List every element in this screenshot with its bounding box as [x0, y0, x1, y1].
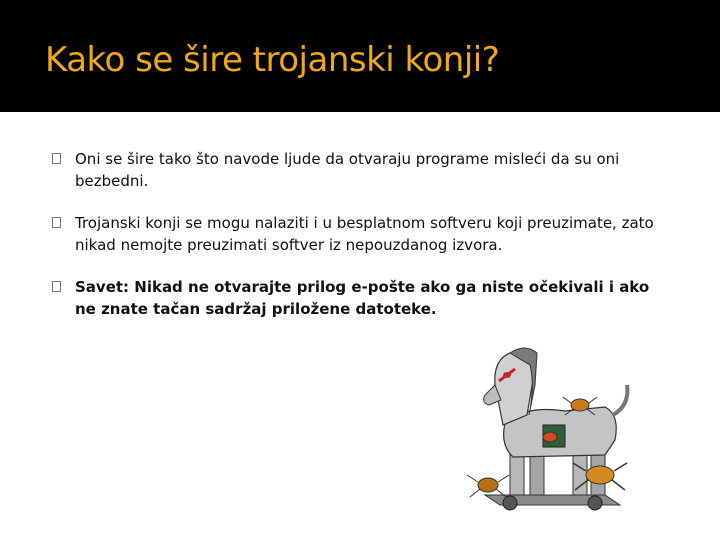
bug-icon	[467, 475, 509, 497]
bullet-text: Oni se šire tako što navode ljude da otvaraju programe misleći da su oni bezbedni.	[75, 150, 620, 190]
bullet-list	[52, 148, 672, 340]
title-bar	[0, 0, 720, 112]
bullet-marker-icon	[52, 281, 61, 292]
bug-icon	[543, 432, 557, 442]
bullet-text: Trojanski konji se mogu nalaziti i u besplatnom softveru koji preuzimate, zato nikad nemojte preuzimati softver iz nepouzdanog izvora.	[75, 214, 654, 254]
bullet-marker-icon	[52, 217, 61, 228]
bullet-item	[52, 212, 672, 256]
bullet-item	[52, 148, 672, 192]
bullet-marker-icon	[52, 153, 61, 164]
trojan-horse-icon	[455, 345, 655, 515]
slide-title: Kako se šire trojanski konji?	[45, 40, 500, 80]
bullet-text: Savet: Nikad ne otvarajte prilog e-pošte ako ga niste očekivali i ako ne znate tačan sadržaj priložene datoteke.	[75, 278, 650, 318]
bullet-item	[52, 276, 672, 320]
